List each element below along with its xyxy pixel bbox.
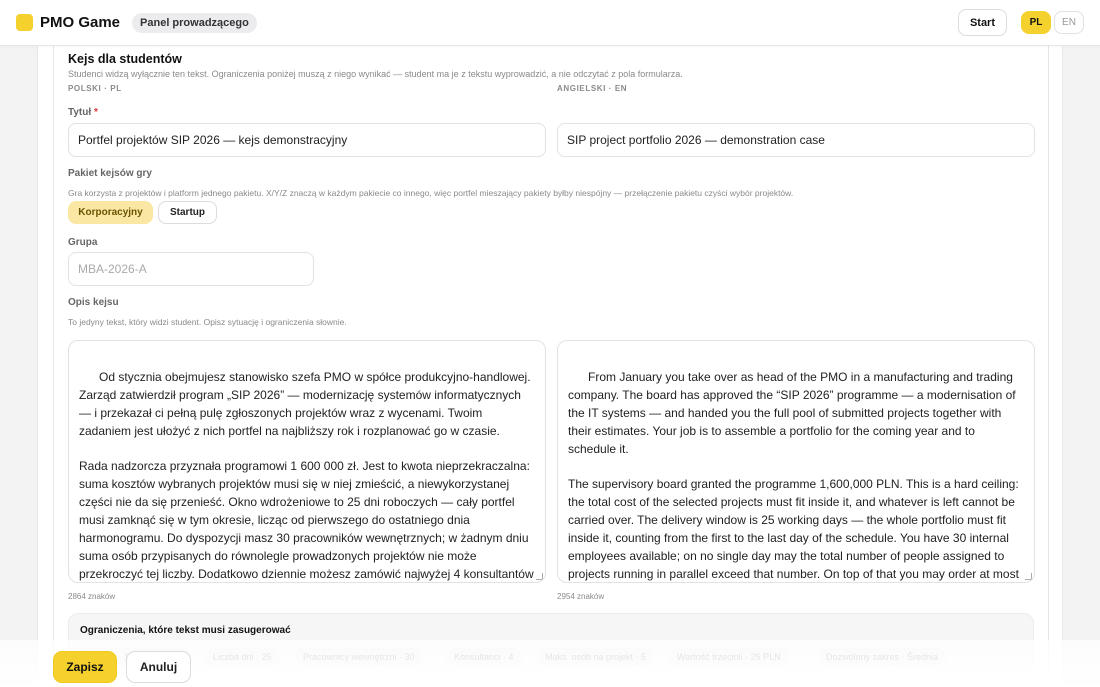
package-option-startup[interactable]: Startup — [158, 201, 217, 224]
required-mark: * — [93, 107, 98, 118]
resize-handle-icon[interactable] — [536, 573, 543, 580]
column-label-pl: POLSKI · PL — [68, 84, 122, 93]
resize-handle-icon[interactable] — [1025, 573, 1032, 580]
title-input-en[interactable] — [557, 123, 1035, 157]
language-pl-button[interactable]: PL — [1021, 11, 1051, 34]
description-textarea-en[interactable] — [557, 340, 1035, 583]
constraints-title: Ograniczenia, które tekst musi zasugerować — [80, 625, 291, 636]
logo-icon — [16, 14, 33, 31]
section-description: Studenci widzą wyłącznie ten tekst. Ograniczenia poniżej muszą z niego wynikać — student ma je z tekstu wyprowadzić, a nie odczytać z pola formularza. — [68, 69, 683, 79]
title-label — [68, 107, 98, 118]
topbar-actions — [958, 9, 1084, 36]
language-en-button[interactable]: EN — [1054, 11, 1084, 34]
editor-card — [37, 46, 1063, 687]
package-label: Pakiet kejsów gry — [68, 168, 152, 179]
column-label-en: ANGIELSKI · EN — [557, 84, 628, 93]
description-textarea-pl[interactable] — [68, 340, 546, 583]
group-input[interactable] — [68, 252, 314, 286]
char-count-en: 2954 znaków — [557, 592, 605, 601]
brand-name: PMO Game — [40, 14, 121, 31]
start-button[interactable]: Start — [958, 9, 1007, 36]
description-text-en: From January you take over as head of the PMO in a manufacturing and trading company. The board has approved the “SIP 2026” programme — a modernisation of the IT systems — and handed you the full pool of submitted projects together with their estimates. Your job is to assemble a portfolio for the coming year and to schedule it. The supervisory board granted the programme 1,600,000 PLN. This is a hard ceiling: the total cost of the selected projects must fit inside it, and whatever is left cannot be carried over. The delivery window is 25 working days — the whole portfolio must fit inside it, counting from the first to the last day of the schedule. You have 30 internal employees available; on no single day may the total number of people assigned to projects running in parallel exceed that number. On top of that you may order at most — [568, 369, 1019, 581]
section-title: Kejs dla studentów — [68, 52, 182, 66]
description-text-pl: Od stycznia obejmujesz stanowisko szefa PMO w spółce produkcyjno-handlowej. Zarząd zatwierdził program „SIP 2026” — modernizację systemów informatycznych — i przekazał ci pełną pulę zgłoszonych projektów wraz z wycenami. Twoim zadaniem jest ułożyć z nich portfel na najbliższy rok i rozplanować go w czasie. Rada nadzorcza przyznała programowi 1 600 000 zł. Jest to kwota nieprzekraczalna: suma kosztów wybranych projektów musi się w niej zmieścić, a niewykorzystanej części nie da się przenieść. Okno wdrożeniowe to 25 dni roboczych — cały portfel musi zamknąć się w tym okresie, licząc od pierwszego do ostatniego dnia harmonogramu. Do dyspozycji masz 30 pracowników wewnętrznych; w żadnym dniu suma osób przypisanych do równolegle prowadzonych projektów nie może przekroczyć tej liczby. Dodatkowo dziennie możesz zamówić najwyżej 4 konsultantów — [79, 369, 534, 581]
case-section — [53, 45, 1049, 687]
description-hint: To jedyny tekst, który widzi student. Opisz sytuację i ograniczenia słownie. — [68, 317, 347, 327]
role-badge: Panel prowadzącego — [132, 13, 257, 33]
cancel-button[interactable]: Anuluj — [126, 651, 191, 683]
char-count-pl: 2864 znaków — [68, 592, 116, 601]
title-label-text: Tytuł — [68, 107, 92, 118]
description-label: Opis kejsu — [68, 297, 119, 308]
package-hint: Gra korzysta z projektów i platform jednego pakietu. X/Y/Z znaczą w każdym pakiecie co innego, więc portfel mieszający pakiety byłby niespójny — przełączenie pakietu czyści wybór projektów. — [68, 188, 794, 198]
save-button[interactable]: Zapisz — [53, 651, 117, 683]
package-option-corporate[interactable]: Korporacyjny — [68, 201, 153, 224]
title-input-pl[interactable] — [68, 123, 546, 157]
group-label: Grupa — [68, 237, 98, 248]
top-bar — [0, 0, 1100, 46]
